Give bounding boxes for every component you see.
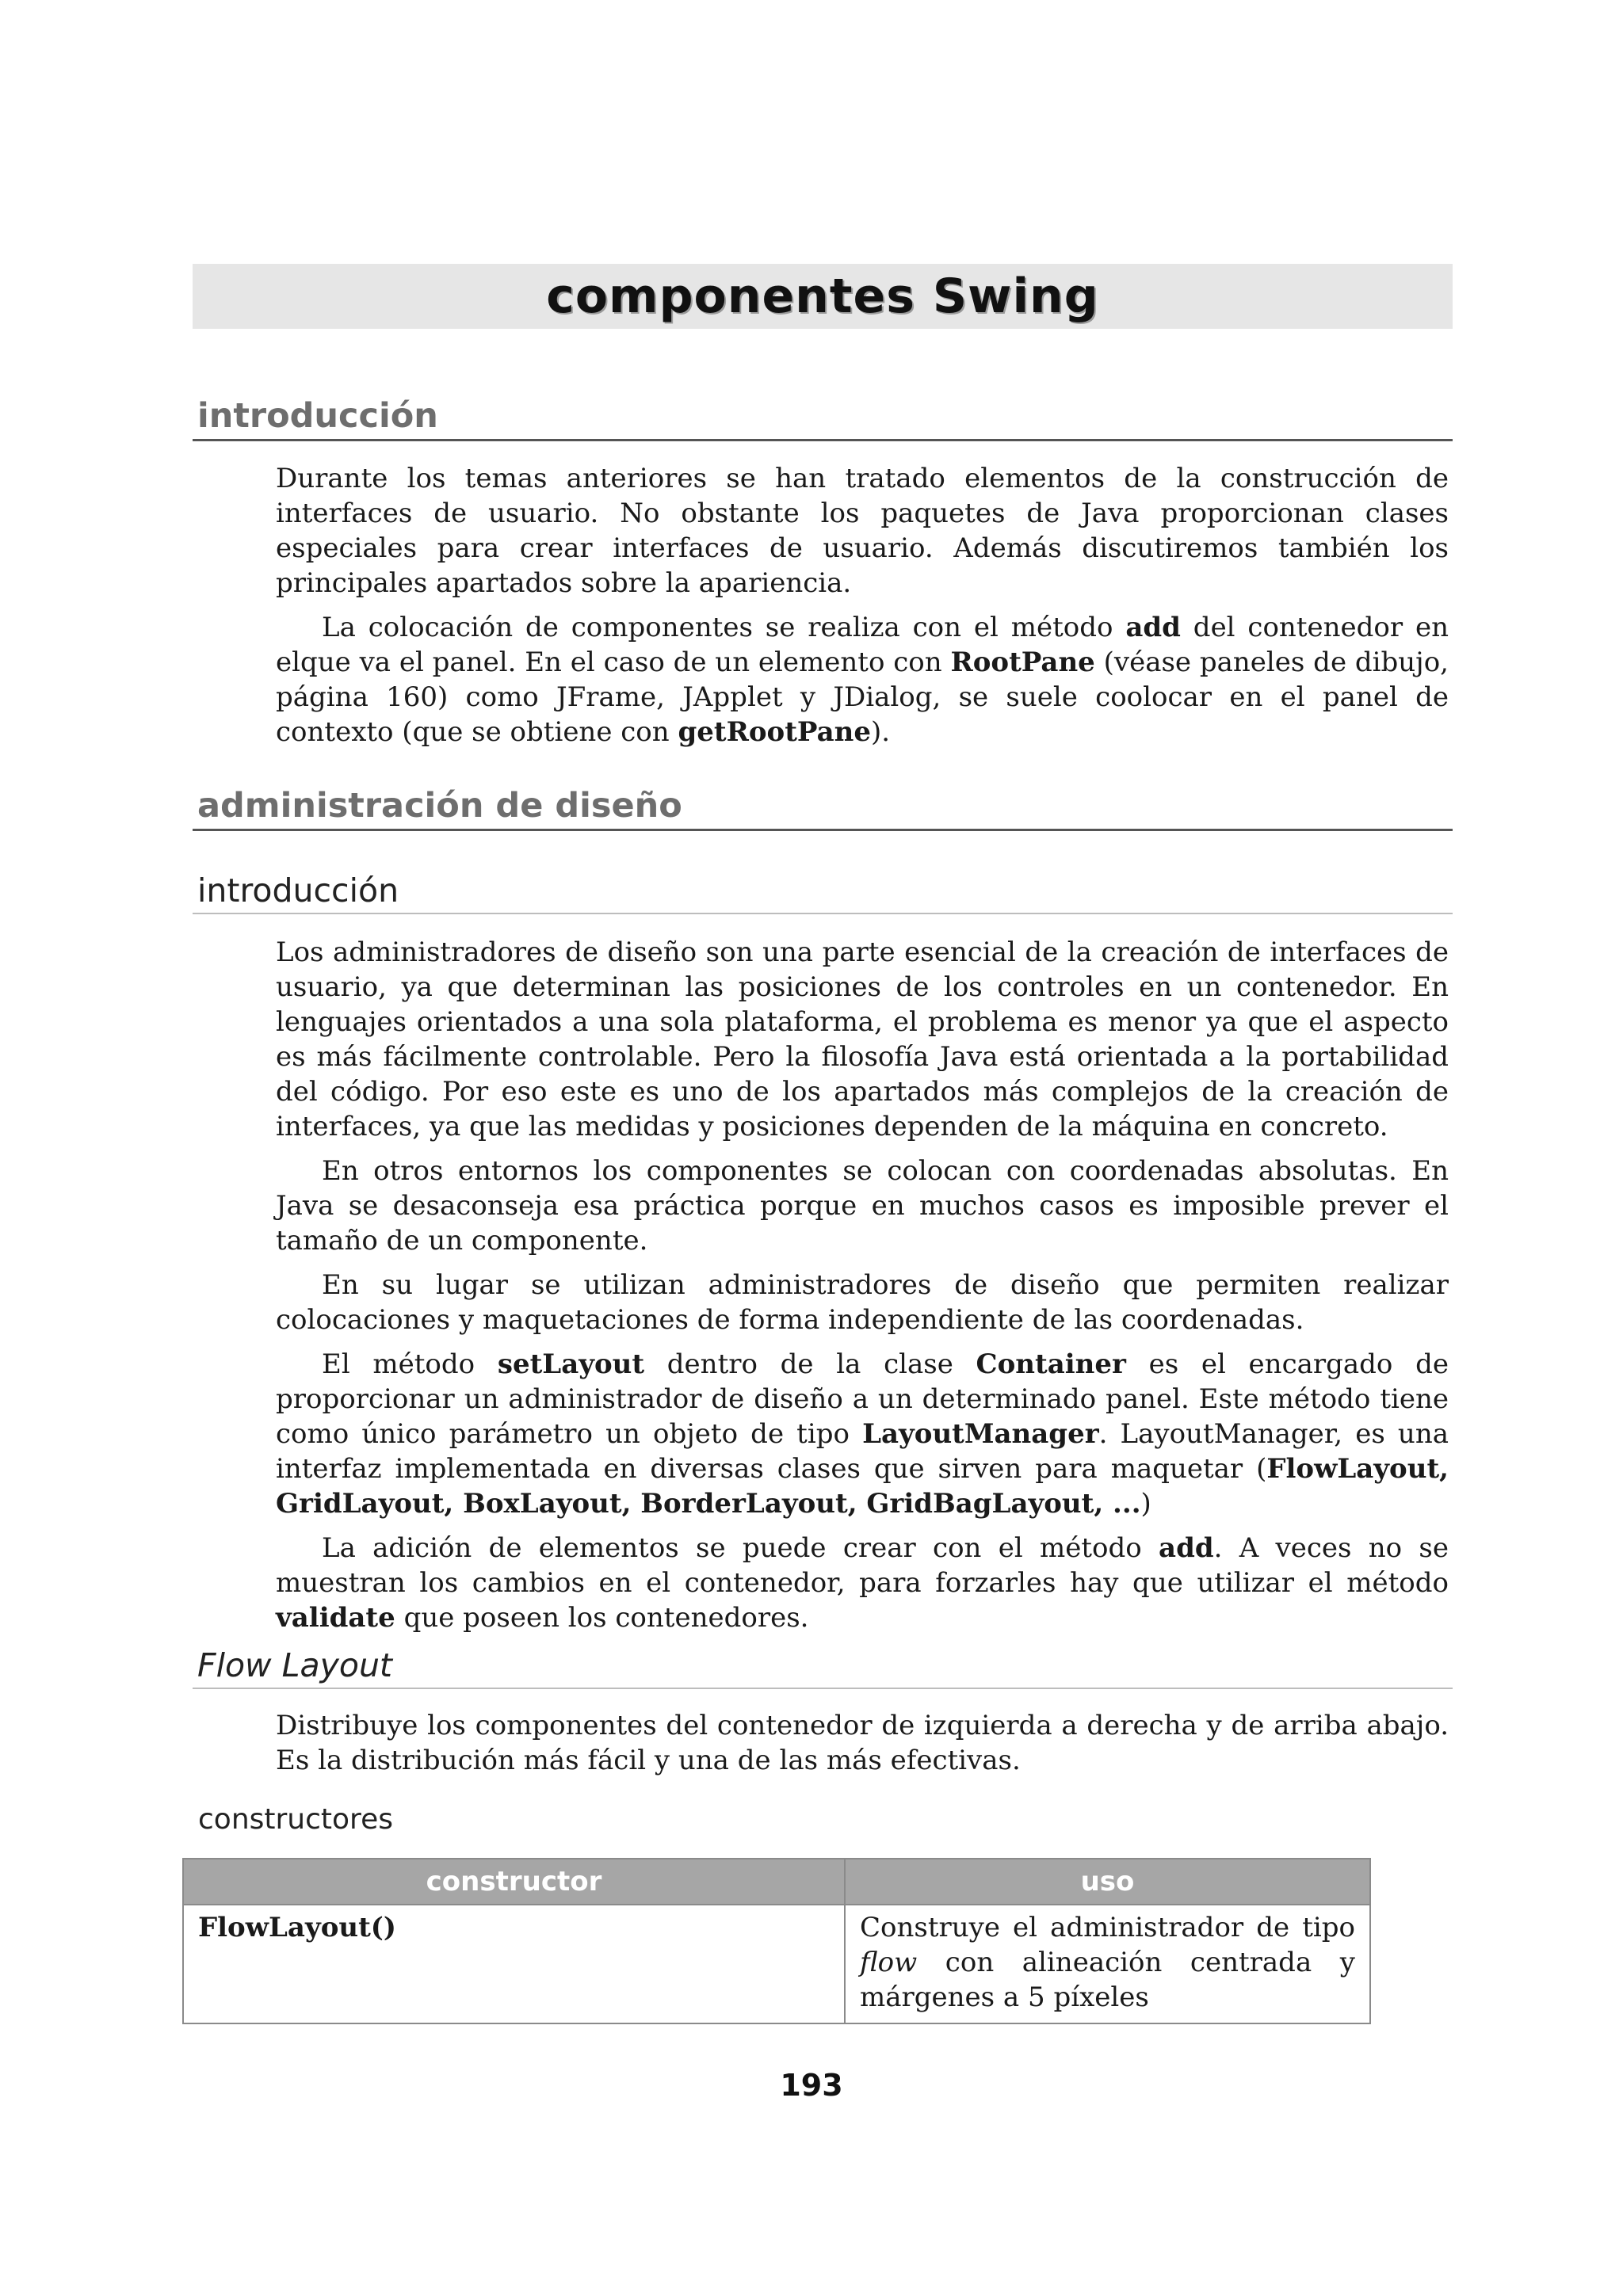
table-cell-constructor: FlowLayout() — [183, 1905, 845, 2023]
admin-paragraph-1: Los administradores de diseño son una parte esencial de la creación de interfaces de usuario, ya que determinan las posiciones de los controles en un contenedor. En lenguajes orientados a una sola plataforma, el problema es menor ya que el aspecto es más fácilmente controlable. Pero la filosofía Java está orientada a la portabilidad del código. Por eso este es uno de los apartados más complejos de la creación de interfaces, ya que las medidas y posiciones dependen de la máquina en concreto. — [276, 936, 1449, 1142]
flow-paragraph-1: Distribuye los componentes del contenedor de izquierda a derecha y de arriba abajo. Es la distribución más fácil y una de las más efectivas. — [276, 1710, 1449, 1776]
table-header-uso: uso — [845, 1859, 1370, 1905]
subsection-heading-introduccion: introducción — [193, 871, 1453, 914]
table-cell-uso: Construye el administrador de tipo flow con alineación centrada y márgenes a 5 píxeles — [845, 1905, 1370, 2023]
admin-text — [276, 935, 1449, 1645]
constructors-table — [182, 1858, 1371, 2024]
table-header-row — [183, 1859, 1370, 1905]
section-heading-introduccion: introducción — [193, 396, 1453, 441]
admin-paragraph-5: La adición de elementos se puede crear con el método add. A veces no se muestran los cambios en el contenedor, para forzarles hay que utilizar el método validate que poseen los contenedores. — [276, 1532, 1449, 1634]
chapter-title-band — [193, 264, 1453, 329]
subsection-heading-flow-layout: Flow Layout — [193, 1646, 1453, 1689]
intro-paragraph-2: La colocación de componentes se realiza con el método add del contenedor en elque va el panel. En el caso de un elemento con RootPane (véase paneles de dibujo, página 160) como JFrame, JApplet y JDialog, se suele coolocar en el panel de contexto (que se obtiene con getRootPane). — [276, 612, 1449, 748]
constructors-heading: constructores — [198, 1803, 393, 1836]
table-header-constructor: constructor — [183, 1859, 845, 1905]
table-row — [183, 1905, 1370, 2023]
chapter-title: componentes Swing — [546, 269, 1099, 324]
admin-paragraph-3: En su lugar se utilizan administradores de diseño que permiten realizar colocaciones y maquetaciones de forma independiente de las coordenadas. — [276, 1269, 1449, 1336]
admin-paragraph-4: El método setLayout dentro de la clase Container es el encargado de proporcionar un administrador de diseño a un determinado panel. Este método tiene como único parámetro un objeto de tipo LayoutManager. LayoutManager, es una interfaz implementada en diversas clases que sirven para maquetar (FlowLayout, GridLayout, BoxLayout, BorderLayout, GridBagLayout, ...) — [276, 1348, 1449, 1520]
intro-paragraph-1: Durante los temas anteriores se han tratado elementos de la construcción de interfaces de usuario. No obstante los paquetes de Java proporcionan clases especiales para crear interfaces de usuario. Además discutiremos también los principales apartados sobre la apariencia. — [276, 463, 1449, 599]
flow-text — [276, 1708, 1449, 1787]
page-number: 193 — [780, 2068, 843, 2103]
admin-paragraph-2: En otros entornos los componentes se colocan con coordenadas absolutas. En Java se desaconseja esa práctica porque en muchos casos es imposible prever el tamaño de un componente. — [276, 1155, 1449, 1257]
intro-text — [276, 461, 1449, 759]
section-heading-administracion: administración de diseño — [193, 786, 1453, 831]
